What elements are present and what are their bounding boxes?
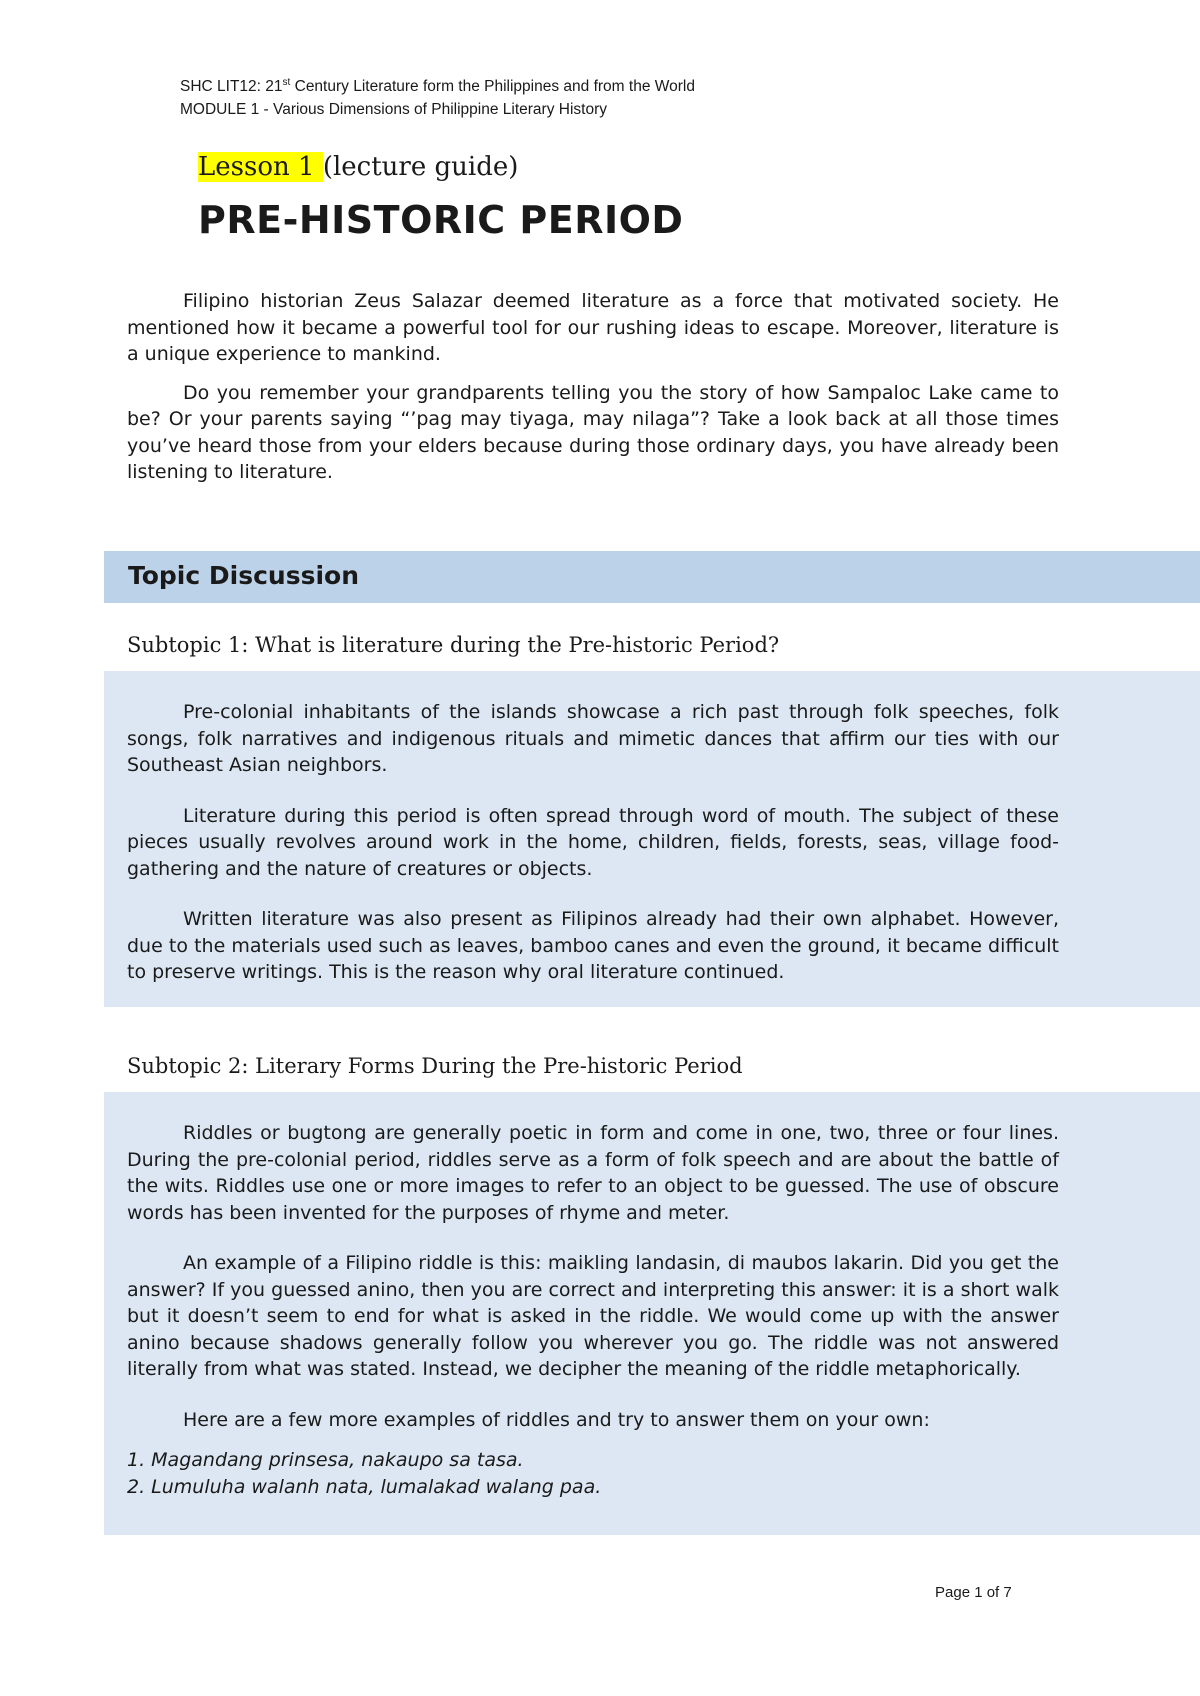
- lesson-label: [198, 150, 518, 184]
- subtopic-1-box: [104, 671, 1200, 1007]
- riddle-example: 1. Magandang prinsesa, nakaupo sa tasa.: [127, 1449, 524, 1471]
- subtopic-2-box: [104, 1092, 1200, 1535]
- lesson-number-highlight: Lesson 1: [198, 152, 323, 182]
- subtopic-2-paragraph-2: An example of a Filipino riddle is this: maikling landasin, di maubos lakarin. Did you get the answer? If you guessed anino, then you are correct and interpreting this answer: it is a short walk but it doesn’t seem to end for what is asked in the riddle. We would come up with the answer anino because shadows generally follow you wherever you go. The riddle was not answered literally from what was stated. Instead, we decipher the meaning of the riddle metaphorically.: [127, 1252, 1059, 1380]
- document-header: [180, 71, 695, 121]
- subtopic-1-paragraph-1: Pre-colonial inhabitants of the islands showcase a rich past through folk speeches, folk songs, folk narratives and indigenous rituals and mimetic dances that affirm our ties with our Southeast Asian neighbors.: [127, 701, 1059, 776]
- topic-discussion-band: [104, 551, 1200, 603]
- subtopic-2-heading: Subtopic 2: Literary Forms During the Pre-historic Period: [127, 1054, 743, 1078]
- subtopic-2-paragraph-3: Here are a few more examples of riddles and try to answer them on your own:: [183, 1408, 930, 1431]
- intro-paragraph-2: Do you remember your grandparents telling you the story of how Sampaloc Lake came to be? Or your parents saying “’pag may tiyaga, may nilaga”? Take a look back at all those times you’ve heard those from your elders because during those ordinary days, you have already been listening to literature.: [127, 381, 1059, 483]
- riddle-examples-list: [127, 1447, 1059, 1500]
- course-line: SHC LIT12: 21st Century Literature form the Philippines and from the World: [180, 77, 695, 96]
- page-number: Page 1 of 7: [935, 1584, 1012, 1601]
- subtopic-2-paragraph-1: Riddles or bugtong are generally poetic in form and come in one, two, three or four lines. During the pre-colonial period, riddles serve as a form of folk speech and are about the battle of the wits. Riddles use one or more images to refer to an object to be guessed. The use of obscure words has been invented for the purposes of rhyme and meter.: [127, 1122, 1059, 1224]
- page-title: PRE-HISTORIC PERIOD: [198, 198, 684, 242]
- lesson-suffix: (lecture guide): [322, 152, 519, 182]
- subtopic-1-paragraph-2: Literature during this period is often spread through word of mouth. The subject of these pieces usually revolves around work in the home, children, fields, forests, seas, village food-gathering and the nature of creatures or objects.: [127, 804, 1059, 880]
- subtopic-1-heading: Subtopic 1: What is literature during the Pre-historic Period?: [127, 633, 780, 657]
- riddle-example: 2. Lumuluha walanh nata, lumalakad walang paa.: [127, 1475, 602, 1498]
- intro-section: [127, 288, 1059, 486]
- module-line: MODULE 1 - Various Dimensions of Philippine Literary History: [180, 101, 607, 119]
- topic-discussion-heading: Topic Discussion: [128, 561, 360, 590]
- intro-paragraph-1: Filipino historian Zeus Salazar deemed literature as a force that motivated society. He mentioned how it became a powerful tool for our rushing ideas to escape. Moreover, literature is a unique experience to mankind.: [127, 290, 1059, 365]
- subtopic-1-paragraph-3: Written literature was also present as Filipinos already had their own alphabet. However, due to the materials used such as leaves, bamboo canes and even the ground, it became difficult to preserve writings. This is the reason why oral literature continued.: [127, 908, 1059, 983]
